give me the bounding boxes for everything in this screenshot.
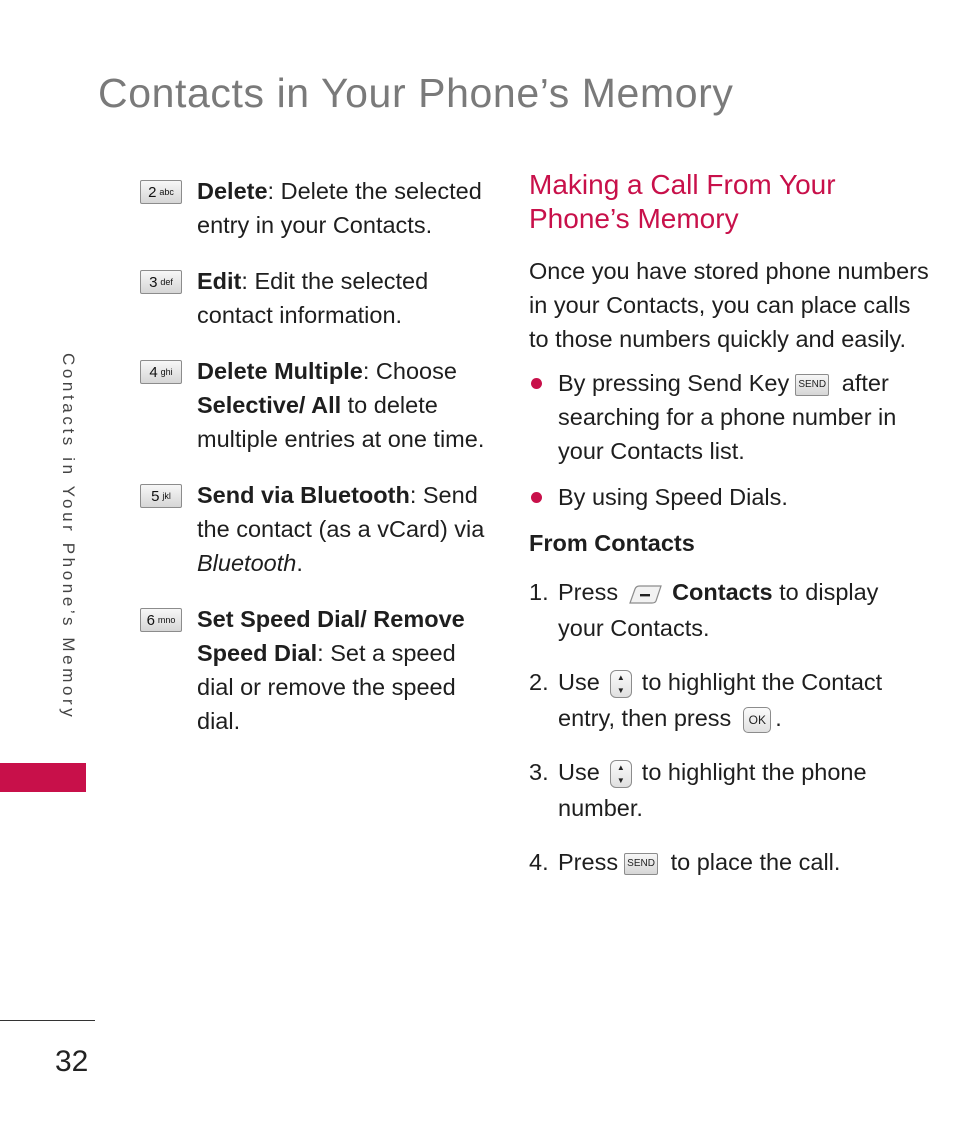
key-2-icon: 2 abc xyxy=(140,180,182,204)
making-a-call-section xyxy=(529,168,929,898)
left-soft-key-icon xyxy=(628,583,664,605)
option-name: Delete xyxy=(197,178,268,204)
section-title: Making a Call From Your Phone’s Memory xyxy=(529,169,836,234)
option-send-via-bluetooth xyxy=(140,478,490,580)
key-5-icon: 5 jkl xyxy=(140,484,182,508)
option-edit xyxy=(140,264,490,332)
side-tab-label: Contacts in Your Phone’s Memory xyxy=(59,353,78,721)
option-delete xyxy=(140,174,490,242)
side-tab-marker xyxy=(0,763,86,792)
ok-key-icon: OK xyxy=(743,707,771,733)
sub-heading: From Contacts xyxy=(529,530,695,556)
option-description: Set Speed Dial/ Remove Speed Dial: Set a speed dial or remove the speed dial. xyxy=(197,606,465,734)
bullet-item: By using Speed Dials. xyxy=(529,480,929,514)
step-item: 4. Press SEND to place the call. xyxy=(529,849,841,875)
option-description: Send via Bluetooth: Send the contact (as a vCard) via Bluetooth. xyxy=(197,482,485,576)
page-number: 32 xyxy=(55,1045,89,1078)
bullet-dot-icon xyxy=(531,378,542,389)
step-item: 1. Press Contacts to display your Contacts. xyxy=(529,579,879,641)
option-name: Delete Multiple xyxy=(197,358,363,384)
steps-list xyxy=(529,574,929,880)
option-set-speed-dial xyxy=(140,602,490,738)
option-description: Edit: Edit the selected contact information. xyxy=(197,268,429,328)
option-name: Set Speed Dial/ Remove Speed Dial xyxy=(197,606,465,666)
intro-paragraph: Once you have stored phone numbers in your Contacts, you can place calls to those numbers quickly and easily. xyxy=(529,258,929,352)
navigation-key-icon: ▲ ▼ xyxy=(610,760,632,788)
send-key-icon: SEND xyxy=(795,374,829,396)
navigation-key-icon: ▲ ▼ xyxy=(610,670,632,698)
bullet-dot-icon xyxy=(531,492,542,503)
option-delete-multiple xyxy=(140,354,490,456)
send-key-icon: SEND xyxy=(624,853,658,875)
footer-divider xyxy=(0,1020,95,1021)
key-3-icon: 3 def xyxy=(140,270,182,294)
key-6-icon: 6 mno xyxy=(140,608,182,632)
page-title: Contacts in Your Phone’s Memory xyxy=(98,70,734,116)
option-name: Send via Bluetooth xyxy=(197,482,410,508)
bullet-item: By pressing Send Key SEND after searching for a phone number in your Contacts list. xyxy=(529,366,929,468)
option-description: Delete Multiple: Choose Selective/ All to delete multiple entries at one time. xyxy=(197,358,485,452)
key-4-icon: 4 ghi xyxy=(140,360,182,384)
bullet-list xyxy=(529,366,929,514)
step-item: 3. Use ▲ ▼ to highlight the phone number. xyxy=(529,759,867,821)
step-item: 2. Use ▲ ▼ to highlight the Contact entry, then press OK . xyxy=(529,669,883,731)
option-name: Edit xyxy=(197,268,242,294)
option-description: Delete: Delete the selected entry in your Contacts. xyxy=(197,178,482,238)
options-list xyxy=(140,174,490,760)
